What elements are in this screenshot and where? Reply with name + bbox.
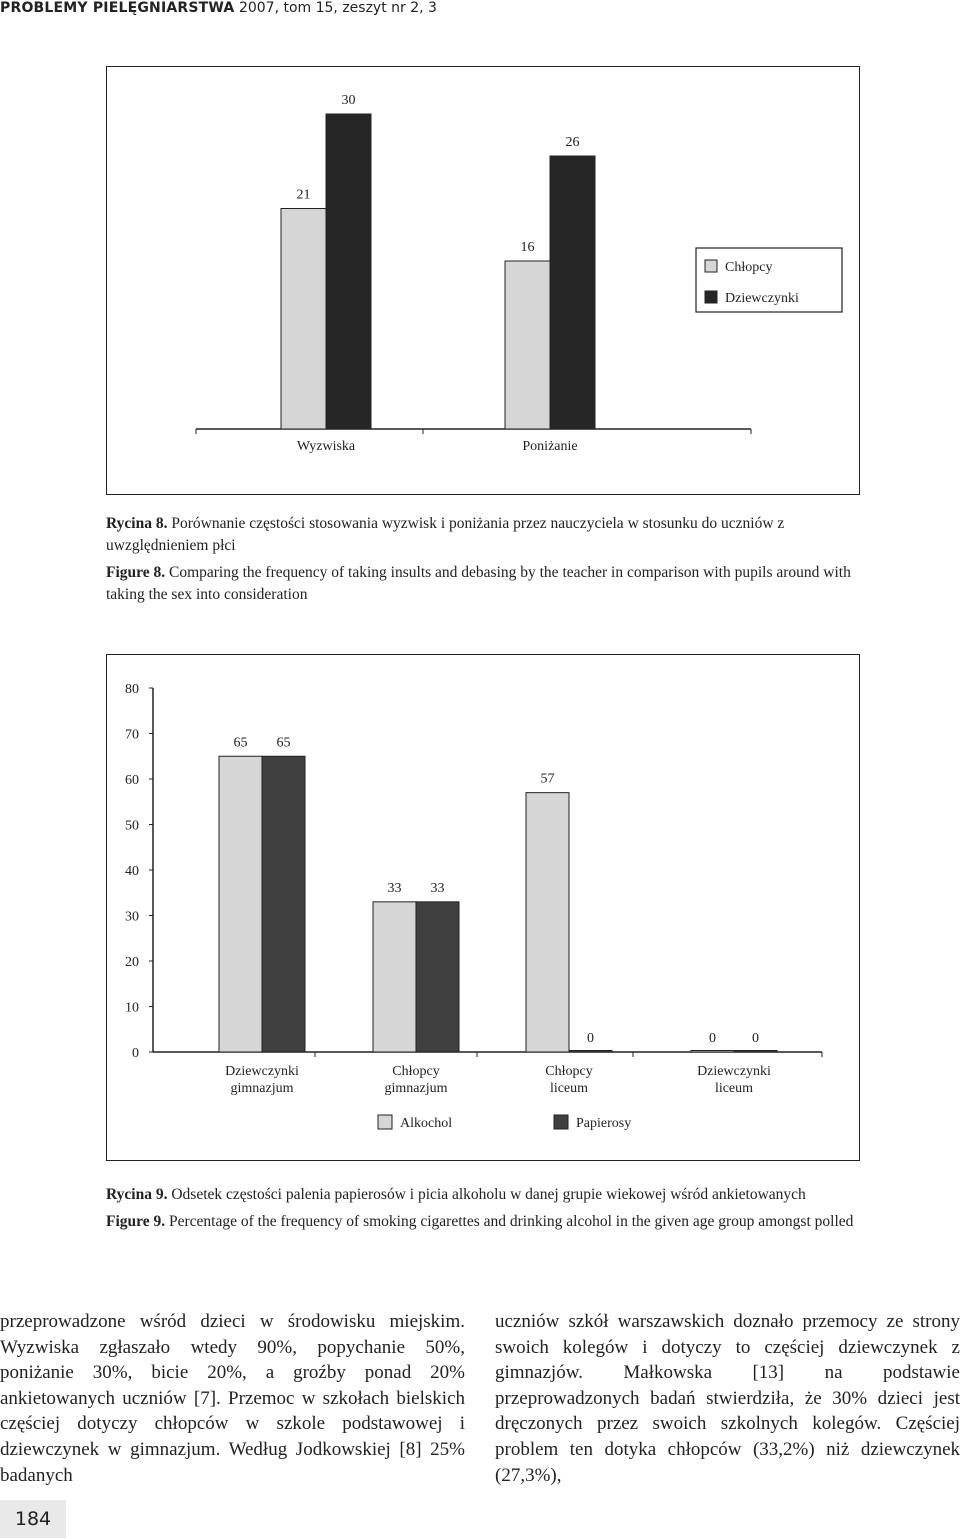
category-label [545, 1064, 592, 1096]
category-label-line: gimnazjum [230, 1081, 294, 1096]
data-label: 33 [430, 880, 445, 896]
data-label: 65 [276, 735, 291, 751]
data-label: 33 [387, 880, 402, 896]
y-tick-label: 0 [132, 1046, 139, 1061]
bar-alkochol [373, 902, 416, 1052]
figure-9-svg [107, 655, 859, 1160]
legend-swatch [378, 1115, 392, 1129]
caption-label: Figure 9. [106, 1213, 166, 1230]
category-label [385, 1064, 448, 1096]
y-tick-label: 80 [125, 682, 139, 697]
legend-label: Chłopcy [725, 260, 773, 275]
figure-9-caption-pl [106, 1184, 861, 1206]
body-paragraph: uczniów szkół warszawskich doznało przemocy ze strony swoich kolegów i dotyczy to częściej dziewczynek z gimnazjów. Małkowska [13] na podstawie przeprowadzonych badań stwierdziła, że 30% dzieci jest dręczonych przez swoich szkolnych kolegów. Częściej problem ten dotyka chłopców (33,2%) niż dziewczynek (27,3%), [495, 1311, 960, 1486]
category-label-line: Chłopcy [545, 1064, 593, 1079]
caption-text: Porównanie częstości stosowania wyzwisk i poniżania przez nauczyciela w stosunku do uczniów z uwzględnieniem płci [106, 515, 785, 554]
data-label: 0 [587, 1031, 594, 1046]
legend-swatch [705, 291, 717, 303]
data-label: 65 [233, 735, 248, 751]
figure-8-caption-pl [106, 513, 861, 557]
category-label [225, 1064, 299, 1096]
page-number: 184 [0, 1500, 66, 1538]
figure-9-chart [106, 654, 860, 1161]
legend-label: Papierosy [576, 1116, 632, 1131]
caption-label: Rycina 9. [106, 1186, 168, 1203]
bar-alkochol [219, 756, 262, 1052]
category-label-line: gimnazjum [384, 1081, 448, 1096]
bar-chłopcy [505, 261, 550, 429]
bar-papierosy [734, 1051, 777, 1053]
figure-9-caption-en [106, 1211, 861, 1233]
data-label: 0 [709, 1031, 716, 1046]
bar-chłopcy [281, 209, 326, 430]
bar-dziewczynki [326, 114, 371, 429]
legend-swatch [705, 260, 717, 272]
bar-papierosy [262, 756, 305, 1052]
body-column-left [0, 1309, 465, 1488]
category-label-line: Chłopcy [392, 1064, 440, 1079]
data-label: 21 [296, 187, 311, 203]
category-label-line: Dziewczynki [697, 1064, 771, 1079]
bar-papierosy [569, 1051, 612, 1053]
category-label-line: Dziewczynki [225, 1064, 299, 1079]
y-tick-label: 40 [125, 864, 139, 879]
caption-text: Odsetek częstości palenia papierosów i picia alkoholu w danej grupie wiekowej wśród ankietowanych [171, 1186, 806, 1203]
category-label-line: liceum [714, 1081, 754, 1096]
data-label: 26 [565, 135, 580, 150]
data-label: 57 [540, 771, 555, 787]
bar-papierosy [416, 902, 459, 1052]
data-label: 16 [520, 240, 535, 255]
bar-dziewczynki [550, 156, 595, 429]
figure-8-caption-en [106, 562, 861, 606]
caption-text: Comparing the frequency of taking insults and debasing by the teacher in comparison with pupils around with taking the sex into consideration [106, 564, 851, 603]
legend-swatch [554, 1115, 568, 1129]
y-tick-label: 20 [125, 955, 139, 970]
body-column-right [495, 1309, 960, 1488]
legend-label: Dziewczynki [725, 291, 799, 306]
category-label: Wyzwiska [296, 439, 356, 454]
figure-8-chart [106, 66, 860, 495]
bar-alkochol [526, 793, 569, 1052]
category-label [697, 1064, 771, 1096]
y-tick-label: 60 [125, 773, 139, 788]
bar-alkochol [691, 1051, 734, 1053]
data-label: 30 [341, 93, 356, 108]
legend-label: Alkochol [400, 1116, 453, 1131]
caption-label: Rycina 8. [106, 515, 168, 532]
y-tick-label: 10 [125, 1000, 139, 1016]
y-tick-label: 30 [125, 909, 139, 925]
caption-text: Percentage of the frequency of smoking cigarettes and drinking alcohol in the given age group amongst polled [169, 1213, 854, 1230]
y-tick-label: 70 [125, 727, 139, 743]
category-label-line: liceum [549, 1081, 589, 1096]
journal-title: PROBLEMY PIELĘGNIARSTWA [0, 0, 235, 16]
figure-8-svg [107, 67, 859, 494]
running-header [0, 0, 437, 16]
data-label: 0 [752, 1031, 759, 1046]
caption-label: Figure 8. [106, 564, 166, 581]
body-paragraph: przeprowadzone wśród dzieci w środowisku miejskim. Wyzwiska zgłaszało wtedy 90%, popychanie 50%, poniżanie 30%, bicie 20%, a groźby ponad 20% ankietowanych uczniów [7]. Przemoc w szkołach bielskich częściej dotyczy chłopców w szkole podstawowej i dziewczynek w gimnazjum. Według Jodkowskiej [8] 25% badanych [0, 1311, 465, 1486]
y-tick-label: 50 [125, 818, 139, 834]
issue-info: 2007, tom 15, zeszyt nr 2, 3 [238, 0, 437, 16]
category-label: Poniżanie [522, 439, 578, 454]
